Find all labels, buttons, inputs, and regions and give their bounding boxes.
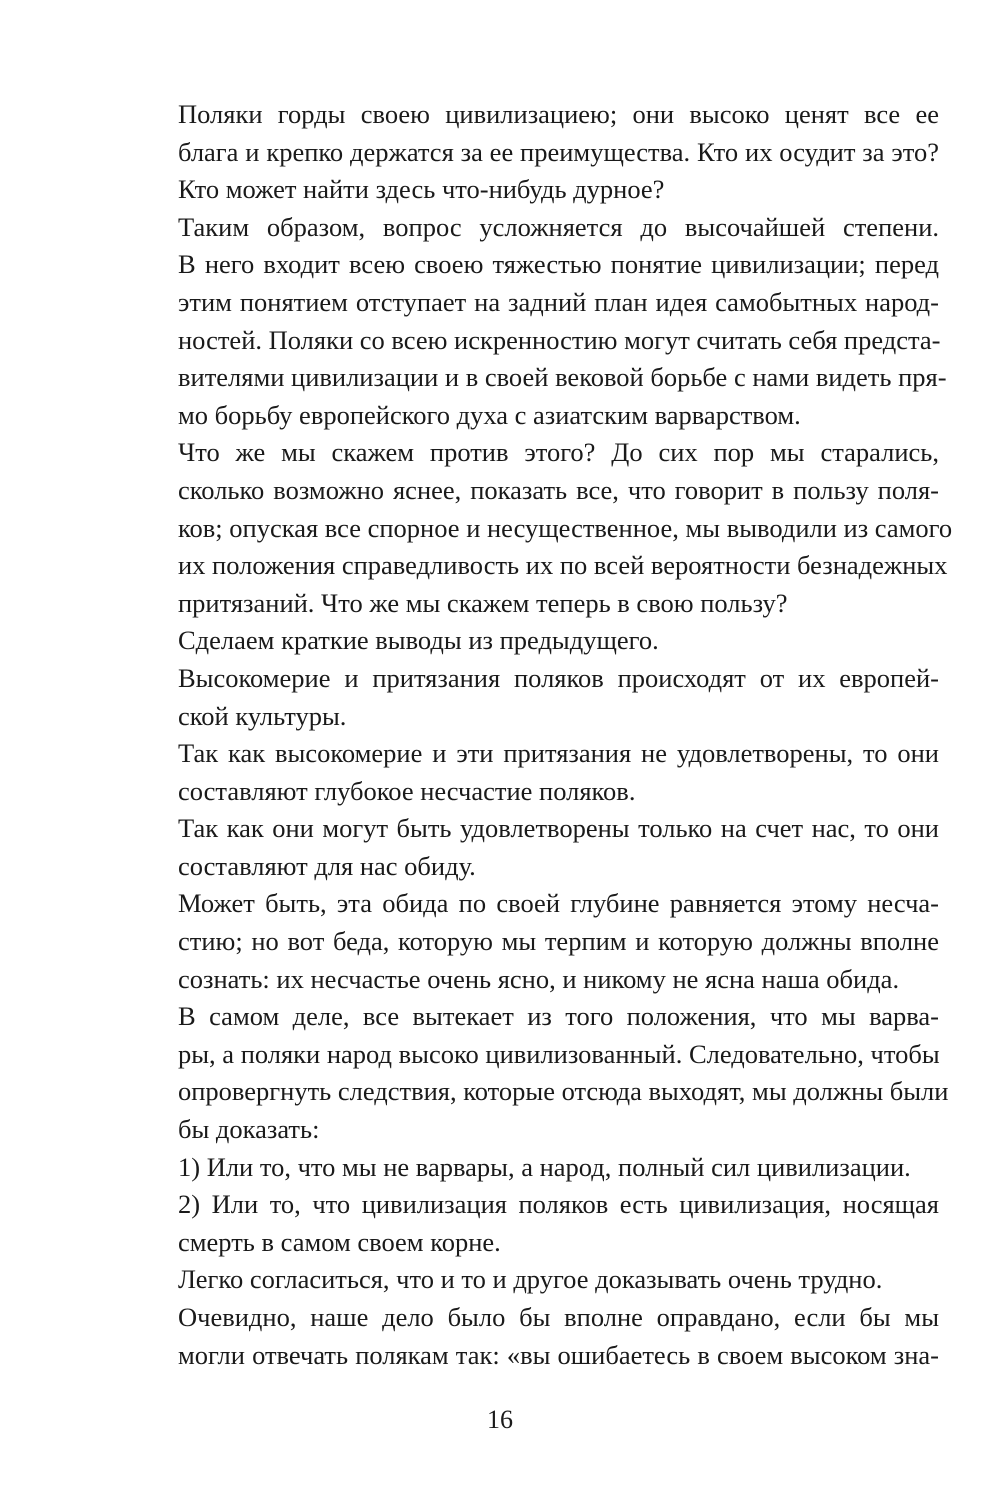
text-line: Высокомерие и притязания поляков происходят от их европей- xyxy=(178,662,939,693)
text-line: составляют для нас обиду. xyxy=(178,850,476,881)
paragraph xyxy=(133,1299,939,1374)
paragraph xyxy=(133,885,939,998)
text-line: их положения справедливость их по всей вероятности безнадежных xyxy=(178,550,948,581)
text-line: Очевидно, наше дело было бы вполне оправдано, если бы мы xyxy=(178,1302,939,1332)
text-line: сознать: их несчастье очень ясно, и никому не ясна наша обида. xyxy=(178,963,900,994)
text-line: 1) Или то, что мы не варвары, а народ, полный сил цивилизации. xyxy=(178,1151,911,1182)
text-line: Что же мы скажем против этого? До сих пор мы старались, xyxy=(178,437,939,468)
text-line: ков; опуская все спорное и несущественное, мы выводили из самого xyxy=(178,512,953,543)
text-line: могли отвечать полякам так: «вы ошибаетесь в своем высоком зна- xyxy=(178,1339,939,1370)
text-line: притязаний. Что же мы скажем теперь в свою пользу? xyxy=(178,587,788,618)
text-line: 2) Или то, что цивилизация поляков есть цивилизация, носящая xyxy=(178,1189,939,1220)
paragraph xyxy=(133,735,939,810)
text-line: Так как высокомерие и эти притязания не удовлетворены, то они xyxy=(178,738,939,769)
page-number: 16 xyxy=(487,1405,513,1434)
text-line: ской культуры. xyxy=(178,700,347,731)
text-line: мо борьбу европейского духа с азиатским варварством. xyxy=(178,399,801,430)
text-line: смерть в самом своем корне. xyxy=(178,1226,501,1257)
paragraph xyxy=(133,1261,939,1299)
text-line: опровергнуть следствия, которые отсюда выходят, мы должны были xyxy=(178,1076,949,1107)
text-line: этим понятием отступает на задний план идея самобытных народ- xyxy=(178,286,939,317)
text-line: Таким образом, вопрос усложняется до высочайшей степени. xyxy=(178,211,939,242)
paragraph xyxy=(133,434,953,622)
text-line: Сделаем краткие выводы из предыдущего. xyxy=(178,625,659,656)
text-line: вителями цивилизации и в своей вековой борьбе с нами видеть пря- xyxy=(178,362,947,393)
text-line: В самом деле, все вытекает из того положения, что мы варва- xyxy=(178,1001,939,1032)
text-line: Кто может найти здесь что-нибудь дурное? xyxy=(178,174,665,205)
text-line: Легко согласиться, что и то и другое доказывать очень трудно. xyxy=(178,1264,883,1295)
text-line: В него входит всею своею тяжестью понятие цивилизации; перед xyxy=(178,249,939,280)
paragraph xyxy=(133,96,939,209)
paragraph xyxy=(133,660,939,735)
body-text xyxy=(133,96,953,1374)
text-line: Поляки горды своею цивилизациею; они высоко ценят все ее xyxy=(178,99,939,129)
paragraph xyxy=(133,622,939,660)
text-line: составляют глубокое несчастие поляков. xyxy=(178,775,636,806)
paragraph xyxy=(133,998,949,1148)
paragraph xyxy=(133,209,947,435)
text-line: Так как они могут быть удовлетворены только на счет нас, то они xyxy=(178,813,939,844)
paragraph xyxy=(133,1186,939,1261)
text-line: ры, а поляки народ высоко цивилизованный. Следовательно, чтобы xyxy=(178,1038,940,1069)
text-line: бы доказать: xyxy=(178,1114,320,1145)
text-line: стию; но вот беда, которую мы терпим и которую должны вполне xyxy=(178,926,939,957)
text-line: Может быть, эта обида по своей глубине равняется этому несча- xyxy=(178,888,939,919)
text-line: сколько возможно яснее, показать все, что говорит в пользу поля- xyxy=(178,474,939,505)
paragraph xyxy=(133,1149,939,1187)
paragraph xyxy=(133,810,939,885)
text-line: ностей. Поляки со всею искренностию могут считать себя предста- xyxy=(178,324,941,355)
text-line: блага и крепко держатся за ее преимущества. Кто их осудит за это? xyxy=(178,136,939,167)
